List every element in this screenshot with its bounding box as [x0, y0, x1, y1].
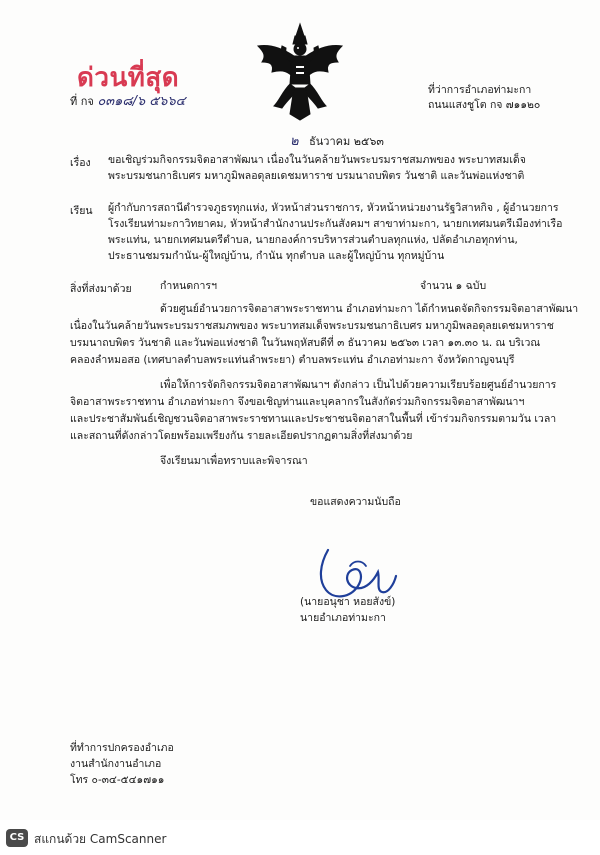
body-paragraph-2-line-3: และประชาสัมพันธ์เชิญชวนจิตอาสาพระราชทานและประชาชนจิตอาสาในพื้นที่ เข้าร่วมกิจกรรมตามวัน เวลา [70, 413, 557, 425]
document-date [290, 130, 384, 151]
body-paragraph-1-line-2: เนื่องในวันคล้ายวันพระบรมราชสมภพของ พระบาทสมเด็จพระบรมชนกาธิเบศร มหาภูมิพลอดุลยเดชมหาราช [70, 320, 554, 332]
scanner-watermark-bar [0, 820, 600, 855]
body-paragraph-1-line-3: บรมนาถบพิตร วันชาติ และวันพ่อแห่งชาติ ในวันพฤหัสบดีที่ ๓ ธันวาคม ๒๕๖๓ เวลา ๑๓.๓๐ น. ณ บริเวณ [70, 337, 541, 349]
closing-regards: ขอแสดงความนับถือ [310, 496, 401, 508]
enclosure-label: สิ่งที่ส่งมาด้วย [70, 283, 132, 295]
to-line-3: พระแท่น, นายกเทศมนตรีตำบล, นายกองค์การบริหารส่วนตำบลทุกแห่ง, ปลัดอำเภอทุกท่าน, [108, 234, 518, 246]
document-number-prefix: ที่ กจ [70, 95, 98, 108]
footer-department-1: ที่ทำการปกครองอำเภอ [70, 742, 174, 754]
footer-phone: โทร ๐-๓๔-๕๔๑๗๑๑ [70, 774, 165, 786]
to-line-4: ประธานชมรมกำนัน-ผู้ใหญ่บ้าน, กำนัน ทุกตำบล และผู้ใหญ่บ้าน ทุกหมู่บ้าน [108, 250, 445, 262]
subject-line-2: พระบรมชนกาธิเบศร มหาภูมิพลอดุลยเดชมหาราช บรมนาถบพิตร วันชาติ และวันพ่อแห่งชาติ [108, 170, 525, 182]
enclosure-item: กำหนดการฯ [160, 280, 217, 292]
to-label: เรียน [70, 205, 93, 217]
signer-title: นายอำเภอท่ามะกา [300, 612, 386, 624]
body-paragraph-1-line-1: ด้วยศูนย์อำนวยการจิตอาสาพระราชทาน อำเภอท่ามะกา ได้กำหนดจัดกิจกรรมจิตอาสาพัฒนา [160, 303, 579, 315]
body-paragraph-1-line-4: คลองลำหมอสอ (เทศบาลตำบลพระแท่นลำพระยา) ตำบลพระแท่น อำเภอท่ามะกา จังหวัดกาญจนบุรี [70, 354, 515, 366]
document-number-handwritten: ๐๓๑๘/๖ ๕๖๖๔ [97, 94, 186, 109]
date-month-year: ธันวาคม ๒๕๖๓ [309, 135, 384, 148]
camscanner-text: สแกนด้วย CamScanner [34, 832, 167, 846]
document-number [70, 90, 185, 111]
enclosure-count: จำนวน ๑ ฉบับ [420, 280, 487, 292]
footer-department-2: งานสำนักงานอำเภอ [70, 758, 162, 770]
date-day-handwritten: ๒ [290, 134, 299, 149]
body-paragraph-3: จึงเรียนมาเพื่อทราบและพิจารณา [160, 455, 308, 467]
subject-line-1: ขอเชิญร่วมกิจกรรมจิตอาสาพัฒนา เนื่องในวันคล้ายวันพระบรมราชสมภพของ พระบาทสมเด็จ [108, 154, 526, 166]
garuda-emblem-icon [252, 22, 348, 122]
camscanner-logo-icon: CS [6, 829, 28, 847]
to-line-1: ผู้กำกับการสถานีตำรวจภูธรทุกแห่ง, หัวหน้าส่วนราชการ, หัวหน้าหน่วยงานรัฐวิสาหกิจ , ผู้อำนวยการ [108, 202, 559, 214]
body-paragraph-2-line-2: จิตอาสาพระราชทาน อำเภอท่ามะกา จึงขอเชิญท่านและบุคลากรในสังกัดร่วมกิจกรรมจิตอาสาพัฒนาฯ [70, 396, 525, 408]
body-paragraph-2-line-4: และสถานที่ดังกล่าวโดยพร้อมเพรียงกัน รายละเอียดปรากฏตามสิ่งที่ส่งมาด้วย [70, 430, 413, 442]
to-line-2: โรงเรียนท่ามะกาวิทยาคม, หัวหน้าสำนักงานประกันสังคมฯ สาขาท่ามะกา, นายกเทศมนตรีเมืองท่าเรือ [108, 218, 563, 230]
office-address: ถนนแสงชูโต กจ ๗๑๑๒๐ [428, 99, 541, 111]
body-paragraph-2-line-1: เพื่อให้การจัดกิจกรรมจิตอาสาพัฒนาฯ ดังกล่าว เป็นไปด้วยความเรียบร้อยศูนย์อำนวยการ [160, 379, 557, 391]
urgency-stamp: ด่วนที่สุด [77, 63, 180, 93]
subject-label: เรื่อง [70, 157, 91, 169]
signer-name: (นายอนุชา หอยสังข์) [300, 596, 396, 608]
office-name: ที่ว่าการอำเภอท่ามะกา [428, 84, 532, 96]
